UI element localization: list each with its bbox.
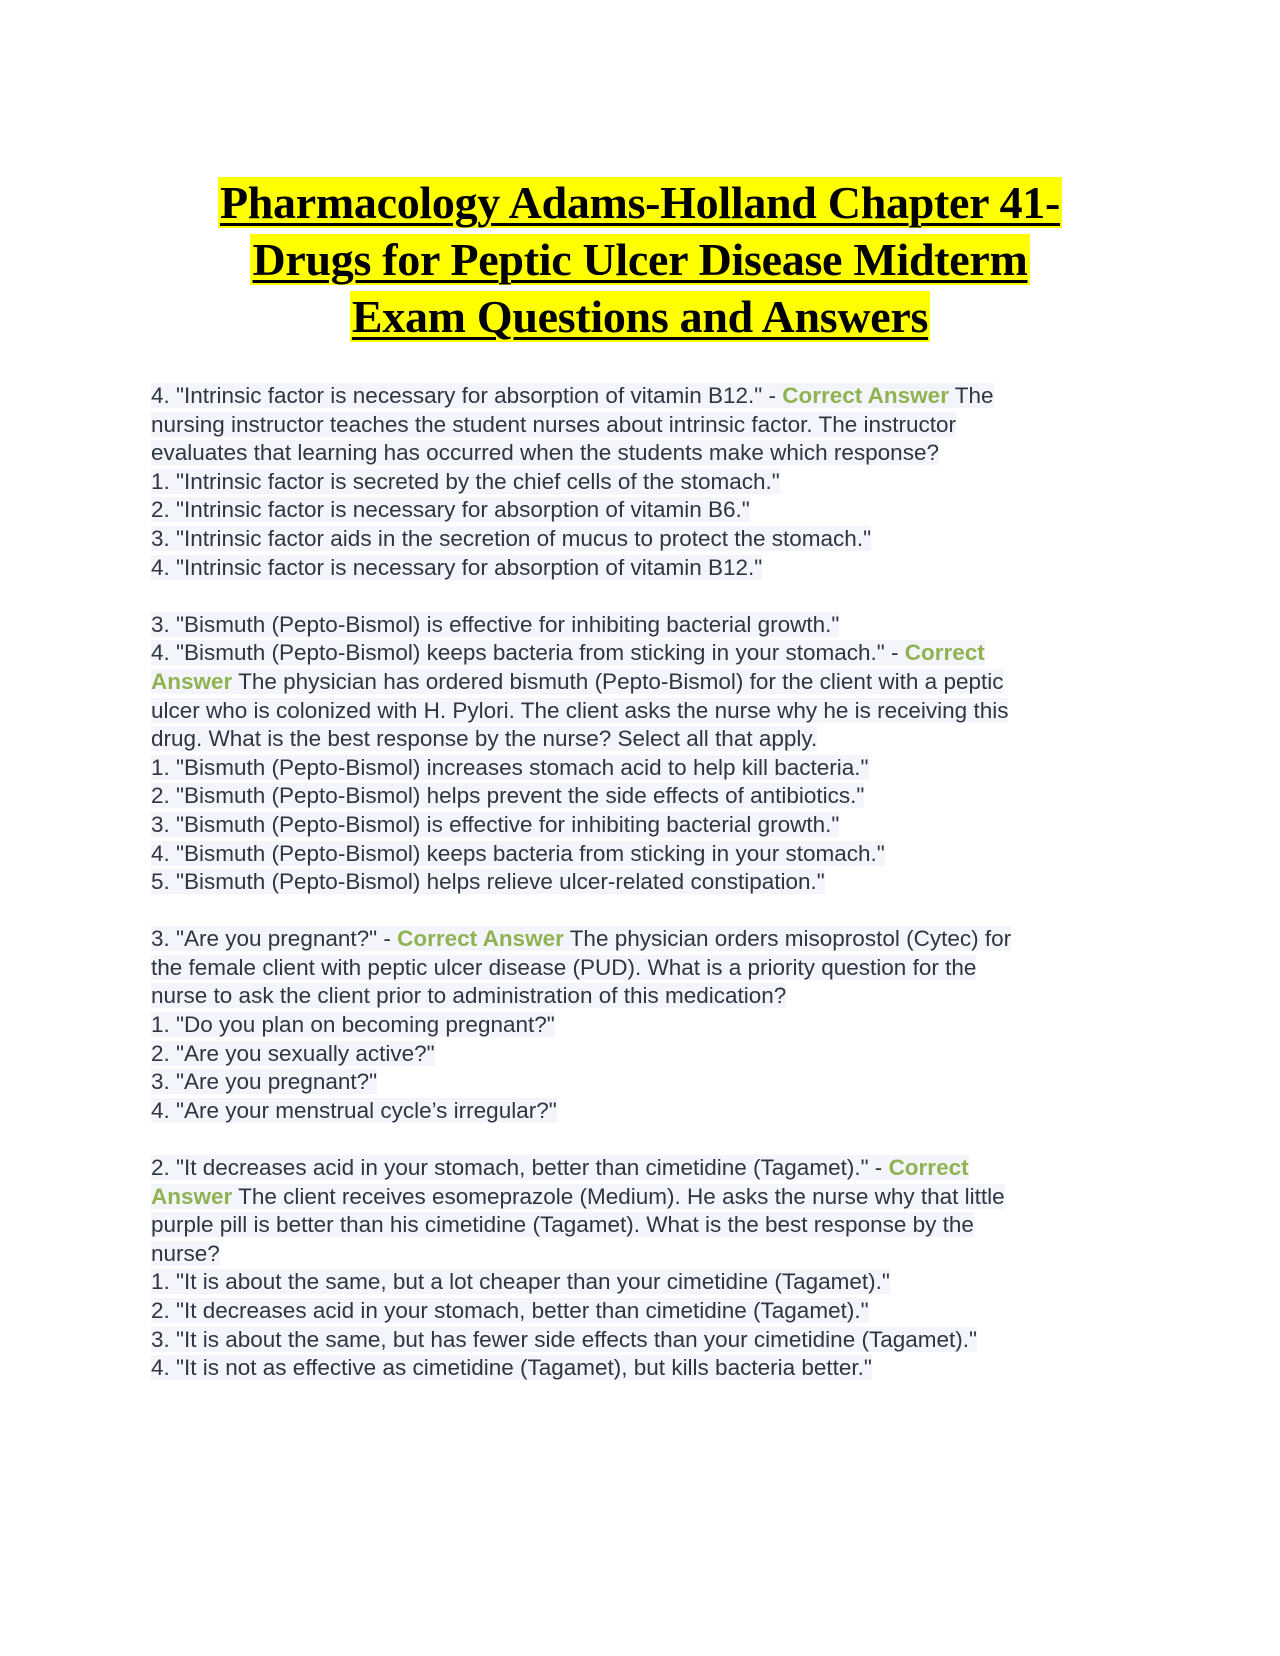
question-text: 3. "Bismuth (Pepto-Bismol) is effective for inhibiting bacterial growth.": [151, 611, 840, 637]
answer-option-text: 3. "Are you pregnant?": [151, 1069, 378, 1095]
question-text-line: [151, 668, 1131, 697]
title-line-1: Pharmacology Adams-Holland Chapter 41-: [219, 177, 1061, 228]
answer-option-text: 1. "It is about the same, but a lot cheaper than your cimetidine (Tagamet).": [151, 1269, 890, 1295]
spacer: [151, 897, 1131, 926]
question-text: The physician orders misoprostol (Cytec) for: [563, 926, 1012, 952]
answer-option-text: 3. "It is about the same, but has fewer side effects than your cimetidine (Tagamet).": [151, 1326, 977, 1352]
question-text: evaluates that learning has occurred when the students make which response?: [151, 440, 939, 466]
question-text-line: [151, 1211, 1131, 1240]
answer-option: [151, 868, 1131, 897]
title-line-2: Drugs for Peptic Ulcer Disease Midterm: [252, 234, 1028, 285]
correct-answer-label: Correct Answer: [397, 926, 564, 952]
question-block: [151, 611, 1131, 897]
question-text-line: [151, 925, 1131, 954]
answer-option: [151, 468, 1131, 497]
answer-option: [151, 1297, 1131, 1326]
question-text: 4. "Intrinsic factor is necessary for absorption of vitamin B12." -: [151, 383, 783, 408]
answer-option-text: 3. "Bismuth (Pepto-Bismol) is effective for inhibiting bacterial growth.": [151, 811, 840, 837]
question-text-line: [151, 1154, 1131, 1183]
answer-option-text: 2. "Intrinsic factor is necessary for absorption of vitamin B6.": [151, 497, 750, 523]
question-text-line: [151, 439, 1131, 468]
question-block: [151, 925, 1131, 1125]
answer-option: [151, 1040, 1131, 1069]
answer-option-text: 1. "Bismuth (Pepto-Bismol) increases stomach acid to help kill bacteria.": [151, 754, 869, 780]
question-list: [151, 382, 1131, 1383]
question-text-line: [151, 1240, 1131, 1269]
question-text-line: [151, 382, 1131, 411]
answer-option: [151, 1354, 1131, 1383]
question-text: The: [948, 383, 994, 408]
answer-option-text: 4. "It is not as effective as cimetidine (Tagamet), but kills bacteria better.": [151, 1355, 872, 1381]
question-text-line: [151, 982, 1131, 1011]
correct-answer-label: Answer: [151, 668, 233, 694]
correct-answer-label: Correct: [888, 1155, 969, 1181]
question-text-line: [151, 725, 1131, 754]
answer-option-text: 1. "Do you plan on becoming pregnant?": [151, 1012, 555, 1038]
answer-option: [151, 811, 1131, 840]
answer-option: [151, 840, 1131, 869]
question-text-line: [151, 1183, 1131, 1212]
question-text: nurse?: [151, 1240, 220, 1266]
correct-answer-label: Correct Answer: [782, 383, 949, 408]
question-text-line: [151, 611, 1131, 640]
answer-option: [151, 554, 1131, 583]
answer-option: [151, 525, 1131, 554]
answer-option-text: 2. "Bismuth (Pepto-Bismol) helps prevent the side effects of antibiotics.": [151, 783, 865, 809]
question-text: purple pill is better than his cimetidine (Tagamet). What is the best response by the: [151, 1212, 974, 1238]
question-text-line: [151, 954, 1131, 983]
question-text: ulcer who is colonized with H. Pylori. The client asks the nurse why he is receiving this: [151, 697, 1009, 723]
question-text-line: [151, 411, 1131, 440]
question-text: 2. "It decreases acid in your stomach, better than cimetidine (Tagamet)." -: [151, 1155, 889, 1181]
correct-answer-label: Correct: [904, 640, 985, 666]
answer-option: [151, 1068, 1131, 1097]
question-text: nurse to ask the client prior to administration of this medication?: [151, 983, 787, 1009]
question-text: 4. "Bismuth (Pepto-Bismol) keeps bacteria from sticking in your stomach." -: [151, 640, 905, 666]
answer-option-text: 2. "Are you sexually active?": [151, 1040, 435, 1066]
answer-option-text: 4. "Bismuth (Pepto-Bismol) keeps bacteria from sticking in your stomach.": [151, 840, 885, 866]
answer-option: [151, 496, 1131, 525]
document-title: [120, 174, 1160, 345]
answer-option: [151, 754, 1131, 783]
question-text: The client receives esomeprazole (Medium). He asks the nurse why that little: [232, 1183, 1005, 1209]
answer-option-text: 2. "It decreases acid in your stomach, better than cimetidine (Tagamet).": [151, 1298, 869, 1323]
question-text-line: [151, 639, 1131, 668]
answer-option: [151, 1268, 1131, 1297]
answer-option-text: 4. "Intrinsic factor is necessary for absorption of vitamin B12.": [151, 554, 763, 580]
answer-option: [151, 782, 1131, 811]
question-text: the female client with peptic ulcer disease (PUD). What is a priority question for the: [151, 954, 977, 980]
correct-answer-label: Answer: [151, 1183, 233, 1209]
answer-option-text: 4. "Are your menstrual cycle’s irregular?": [151, 1097, 557, 1123]
question-block: [151, 1154, 1131, 1383]
question-text: nursing instructor teaches the student nurses about intrinsic factor. The instructor: [151, 411, 957, 437]
answer-option: [151, 1097, 1131, 1126]
answer-option: [151, 1326, 1131, 1355]
spacer: [151, 1125, 1131, 1154]
question-text: 3. "Are you pregnant?" -: [151, 926, 398, 952]
title-line-3: Exam Questions and Answers: [351, 291, 929, 342]
spacer: [151, 582, 1131, 611]
answer-option-text: 5. "Bismuth (Pepto-Bismol) helps relieve ulcer-related constipation.": [151, 869, 825, 895]
question-text: The physician has ordered bismuth (Pepto-Bismol) for the client with a peptic: [232, 668, 1004, 694]
question-text: drug. What is the best response by the nurse? Select all that apply.: [151, 726, 818, 752]
answer-option: [151, 1011, 1131, 1040]
answer-option-text: 3. "Intrinsic factor aids in the secretion of mucus to protect the stomach.": [151, 525, 872, 551]
answer-option-text: 1. "Intrinsic factor is secreted by the chief cells of the stomach.": [151, 468, 780, 494]
question-text-line: [151, 697, 1131, 726]
question-block: [151, 382, 1131, 582]
